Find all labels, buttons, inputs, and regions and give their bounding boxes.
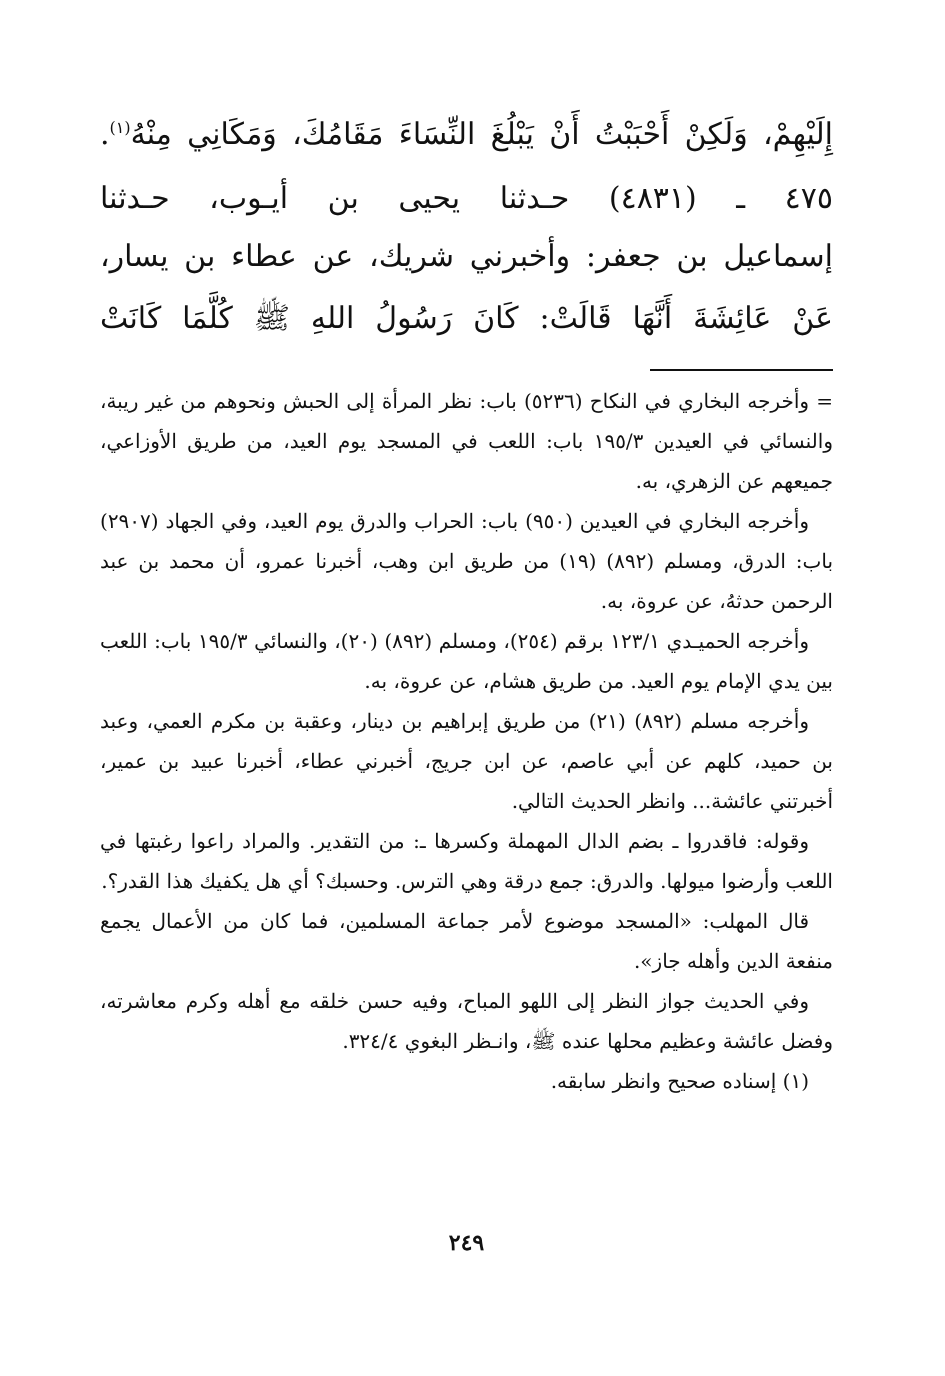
footnote-1: (١) إسناده صحيح وانظر سابقه.: [550, 1069, 809, 1093]
notes-section: [100, 381, 833, 1101]
footnote-separator: [650, 369, 833, 371]
matn-line: عَنْ عَائِشَةَ أَنَّهَا قَالَتْ: كَانَ رَسُولُ اللهِ ﷺ كُلَّمَا كَانَتْ: [100, 301, 833, 336]
hadith-header-line: ٤٧٥ ـ (٤٨٣١) حـدثنا يحيى بن أيـوب، حـدثنا: [100, 181, 833, 216]
note-paragraph-1: = وأخرجه البخاري في النكاح (٥٢٣٦) باب: نظر المرأة إلى الحبش ونحوهم من غير ريبة، والنسائي في العيدين ١٩٥/٣ باب: اللعب في المسجد يوم العيد، من طريق الأوزاعي، جميعهم عن الزهري، به.: [100, 389, 834, 493]
page-body: [100, 100, 833, 1376]
main-text-line-1: [100, 100, 833, 163]
footnote-reference: (١): [109, 118, 131, 137]
note-paragraph-5: وقوله: فاقدروا ـ بضم الدال المهملة وكسرها ـ: من التقدير. والمراد راعوا رغبتها في اللعب وأرضوا ميولها. والدرق: جمع درقة وهي الترس. وحسبك؟ أي هل يكفيك هذا القدر؟.: [100, 829, 833, 893]
page-number: ٢٤٩: [448, 1230, 485, 1256]
main-text: [100, 100, 833, 347]
note-paragraph-6: قال المهلب: «المسجد موضوع لأمر جماعة المسلمين، فما كان من الأعمال يجمع منفعة الدين وأهله جاز».: [100, 909, 833, 973]
note-paragraph-4: وأخرجه مسلم (٨٩٢) (٢١) من طريق إبراهيم بن دينار، وعقبة بن مكرم العمي، وعبد بن حميد، كلهم عن أبي عاصم، عن ابن جريج، أخبرني عطاء، أخبرنا عبيد بن عمير، أخبرتني عائشة... وانظر الحديث التالي.: [100, 709, 833, 813]
note-paragraph-3: وأخرجه الحميـدي ١٢٣/١ برقم (٢٥٤)، ومسلم (٨٩٢) (٢٠)، والنسائي ١٩٥/٣ باب: اللعب بين يدي الإمام يوم العيد. من طريق هشام، عن عروة، به.: [100, 629, 833, 693]
note-paragraph-2: وأخرجه البخاري في العيدين (٩٥٠) باب: الحراب والدرق يوم العيد، وفي الجهاد (٢٩٠٧) باب: الدرق، ومسلم (٨٩٢) (١٩) من طريق ابن وهب، أخبرنا عمرو، أن محمد بن عبد الرحمن حدثهُ، عن عروة، به.: [100, 509, 834, 613]
main-text-line-1-end: .: [100, 117, 110, 152]
isnad-line: إسماعيل بن جعفر: وأخبرني شريك، عن عطاء بن يسار،: [100, 239, 833, 274]
note-paragraph-7: وفي الحديث جواز النظر إلى اللهو المباح، وفيه حسن خلقه مع أهله وكرم معاشرته، وفضل عائشة وعظيم محلها عنده ﷺ، وانـظر البغوي ٣٢٤/٤.: [100, 989, 833, 1053]
main-text-line-1-text: إِلَيْهِمْ، وَلَكِنْ أَحْبَبْتُ أَنْ يَبْلُغَ النِّسَاءَ مَقَامُكَ، وَمَكَانِي مِنْهُ: [130, 117, 833, 152]
